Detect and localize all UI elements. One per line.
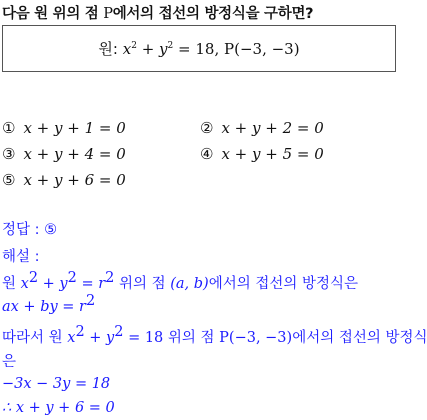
line3-point: P(−3, −3) [219,330,293,346]
solution-line-4: 은 [2,354,17,370]
line1-prefix: 원 [2,276,17,292]
given-eq-y: + y [136,40,168,58]
option-4[interactable] [200,145,324,163]
question-point: P [103,6,113,22]
line1-mid: 위의 점 [119,276,166,292]
line3-eq-y: + y [84,330,115,346]
line1-eq-y: + y [38,276,68,292]
line1-eq-x: x [20,276,29,292]
solution-line-1 [2,272,358,293]
answer-line [2,218,57,239]
solution-line-5: −3x − 3y = 18 [2,376,111,392]
option-4-number: ④ [200,145,214,163]
option-4-expr: x + y + 5 = 0 [221,145,324,163]
option-2[interactable] [200,119,324,137]
question-suffix: 에서의 접선의 방정식을 구하면? [112,6,314,22]
given-exp1: 2 [131,41,137,51]
option-3-expr: x + y + 4 = 0 [23,145,126,163]
answer-value: ⑤ [44,222,58,238]
option-2-number: ② [200,119,214,137]
given-eq-rhs: = 18, [173,40,220,58]
solution-line-6: ∴ x + y + 6 = 0 [2,400,115,416]
option-3-number: ③ [2,145,16,163]
solution-line-3 [2,326,427,347]
solution-line-2 [2,293,96,315]
option-2-expr: x + y + 2 = 0 [221,119,324,137]
line2-eq: ax + by = r [2,299,86,315]
option-1-expr: x + y + 1 = 0 [23,119,126,137]
option-5-number: ⑤ [2,171,16,189]
question-prefix: 다음 원 위의 점 [2,6,99,22]
option-3[interactable] [2,145,126,163]
explanation-label: 해설 : [2,249,40,265]
option-5[interactable] [2,171,126,189]
answer-label: 정답 : [2,222,40,238]
given-point: P(−3, −3) [224,40,300,58]
line3-eq-rhs: = 18 [123,330,164,346]
line1-exp3: 2 [105,270,115,286]
line1-exp1: 2 [28,270,39,286]
option-1[interactable] [2,119,126,137]
line3-exp1: 2 [75,324,85,340]
line1-eq-r: = r [76,276,106,292]
line2-exp: 2 [85,293,96,309]
line1-point: (a, b) [170,276,209,292]
given-label: 원: [98,40,118,58]
option-1-number: ① [2,119,16,137]
line1-exp2: 2 [67,270,77,286]
given-box [2,25,396,72]
line3-eq-x: x [67,330,76,346]
given-exp2: 2 [167,41,174,51]
question-text [2,2,313,23]
line3-prefix: 따라서 원 [2,330,63,346]
option-5-expr: x + y + 6 = 0 [23,171,126,189]
given-eq-x: x [122,40,132,58]
line3-exp2: 2 [114,324,124,340]
given-equation [3,38,395,59]
line3-suffix: 에서의 접선의 방정식 [292,330,427,346]
line1-suffix: 에서의 접선의 방정식은 [208,276,359,292]
line3-mid: 위의 점 [167,330,215,346]
